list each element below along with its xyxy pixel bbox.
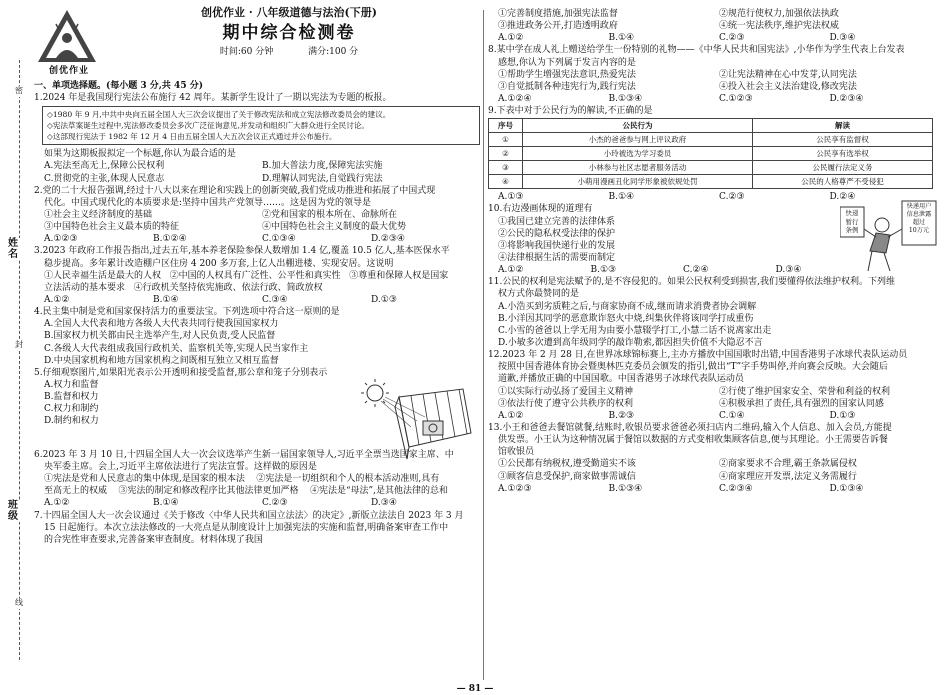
- q6-item: ③宪法的制定和修改程序比其他法律更加严格: [118, 486, 299, 497]
- question-13: [488, 422, 940, 495]
- q2-options-row: [34, 233, 480, 245]
- q6-items-line: [34, 473, 480, 485]
- q11-option-b[interactable]: B.小洋因其同学的恶意欺诈怒火中烧,纠集伙伴将该同学打成重伤: [498, 313, 754, 324]
- q3-option-a[interactable]: A.①②: [44, 294, 70, 305]
- q2-option-b[interactable]: B.①②④: [153, 234, 187, 245]
- q6-stem: 6.2023 年 3 月 10 日,十四届全国人大一次会议选举产生新一届国家领导人,习近平全票当选国家主席、中: [34, 449, 454, 460]
- q7-stem: 15 日起施行。本次立法法修改的一大亮点是从制度设计上加强宪法的实施和监督,明确备案审查工作中: [44, 522, 449, 533]
- q12-item: ①以实际行动弘扬了爱国主义精神: [498, 386, 634, 397]
- q13-option-d[interactable]: D.①③④: [829, 483, 864, 494]
- q9-stem: 9.下表中对于公民行为的解读,不正确的是: [488, 106, 653, 117]
- q3-options-row: [34, 294, 480, 306]
- q7-item: ②规范行使权力,加强依法执政: [719, 9, 839, 19]
- q5-option-d[interactable]: D.制约和权力: [44, 416, 99, 427]
- q7-item: ③推进政务公开,打造透明政府: [498, 21, 618, 32]
- q13-item: ③顾客信息受保护,商家做事需诚信: [498, 471, 636, 482]
- q10-option-d[interactable]: D.③④: [775, 265, 802, 276]
- q9-header-cell: 序号: [489, 119, 523, 133]
- question-7-continued: [488, 8, 940, 44]
- binding-margin: [0, 0, 32, 695]
- q12-option-a[interactable]: A.①②: [498, 410, 524, 421]
- question-9: [488, 105, 940, 203]
- q7-stem: 7.十四届全国人大一次会议通过《关于修改〈中华人民共和国立法法〉的决定》,新版立法法自 2023 年 3 月: [34, 510, 464, 521]
- q9-cell: 小萌用漫画丑化同学形象被依规处罚: [523, 175, 753, 189]
- q3-items-line: [34, 282, 480, 294]
- q9-cell: 公民的人格尊严不受侵犯: [753, 175, 933, 189]
- q7-items-row: [488, 20, 940, 32]
- cartoon-text: 10万元: [908, 226, 930, 234]
- q9-cell: 小林参与社区志愿者服务活动: [523, 161, 753, 175]
- q9-cell: ③: [489, 161, 523, 175]
- q8-stem: 感想,你认为下列属于发言内容的是: [498, 57, 636, 68]
- section-heading: 一、单项选择题。(每小题 3 分,共 45 分): [34, 81, 203, 91]
- q3-option-b[interactable]: B.①④: [153, 294, 179, 305]
- seal-mark-feng: 封: [15, 340, 23, 349]
- question-5: [34, 367, 480, 449]
- q3-stem: 稳步提高。多年累计改造棚户区住房 4 200 多万套,上亿人出棚进楼、实现安居。这说明: [44, 258, 394, 269]
- q1-stem: 1.2024 年是我国现行宪法公布施行 42 周年。某新学生设计了一期以宪法为专题的板报。: [34, 93, 392, 104]
- q2-stem: 2.党的二十大报告强调,经过十八大以来在理论和实践上的创新突破,我们党成功推进和拓展了中国式现: [34, 185, 436, 196]
- q3-item: 立法活动的基本要求: [44, 282, 126, 293]
- q9-option-c[interactable]: C.②③: [719, 192, 745, 203]
- q8-item: ④投入社会主义法治建设,修改宪法: [719, 81, 857, 92]
- q6-items-line: [34, 485, 480, 497]
- question-11: [488, 276, 940, 349]
- q10-option-b[interactable]: B.①③: [590, 265, 617, 276]
- publisher-logo: [36, 8, 98, 74]
- q11-option-c[interactable]: C.小雪的爸爸以上学无用为由要小慧辍学打工,小慧二话不说离家出走: [498, 325, 772, 336]
- q13-option-a[interactable]: A.①②③: [498, 483, 532, 494]
- q13-items-row: [488, 471, 940, 483]
- q8-items-row: [488, 69, 940, 81]
- q6-stem: 央军委主席。会上,习近平主席依法进行了宪法宣誓。这样做的原因是: [44, 461, 317, 472]
- q13-item: ④商家理应开发票,法定义务需履行: [719, 471, 857, 482]
- table-row: [489, 175, 933, 189]
- q5-option-b[interactable]: B.监督和权力: [44, 392, 99, 403]
- q8-option-b[interactable]: B.①③④: [608, 93, 643, 104]
- name-label: 姓名: [8, 238, 18, 260]
- time-limit: 时间:60 分钟: [219, 47, 274, 57]
- q7-options-row: [488, 32, 940, 44]
- q1-question: 如果为这期板报拟定一个标题,你认为最合适的是: [44, 149, 236, 160]
- q3-option-d[interactable]: D.①③: [371, 294, 397, 305]
- q11-stem: 11.公民的权利是宪法赋予的,是不容侵犯的。如果公民权利受到损害,我们要懂得依法维护权利。下列维: [488, 277, 896, 288]
- q1-box-line: ◇这部现行宪法于 1982 年 12 月 4 日由五届全国人大五次会议正式通过并公布施行。: [47, 132, 337, 142]
- q9-cell: 小玲被选为学习委员: [523, 147, 753, 161]
- q6-item: ④宪法是“母法”,是其他法律的总和: [309, 486, 449, 497]
- q9-table: [488, 118, 933, 189]
- q1-options-row: [34, 160, 480, 172]
- q10-item: ③将影响我国快递行业的发展: [498, 240, 616, 251]
- q5-option-c[interactable]: C.权力和制约: [44, 404, 99, 415]
- logo-text: 创优作业: [48, 66, 89, 76]
- question-10: [488, 203, 940, 276]
- q3-item: ④行政机关坚持依宪施政、依法行政、简政放权: [133, 282, 323, 293]
- q2-stem: 代化。中国式现代化的本质要求是:坚持中国共产党领导……。这是因为党的领导是: [44, 197, 372, 208]
- seal-mark-mi: 密: [15, 86, 23, 95]
- q1-option-d[interactable]: D.理解认同宪法,自觉践行宪法: [262, 173, 383, 184]
- question-3: [34, 245, 480, 306]
- q9-cell: 公民享有选举权: [753, 147, 933, 161]
- q9-table-header-row: [489, 119, 933, 133]
- q9-cell: ①: [489, 133, 523, 147]
- left-column: [34, 0, 480, 695]
- q3-item: ③尊重和保障人权是国家: [349, 270, 449, 281]
- q6-item: ②宪法是一切组织和个人的根本活动准则,具有: [256, 474, 440, 485]
- q9-option-a[interactable]: A.①③: [498, 192, 524, 203]
- column-divider: [483, 10, 484, 680]
- q4-option-b[interactable]: B.国家权力机关都由民主选举产生,对人民负责,受人民监督: [44, 331, 276, 342]
- q7-option-a[interactable]: A.①②: [498, 33, 524, 44]
- q1-option-b[interactable]: B.加大普法力度,保障宪法实施: [262, 161, 383, 172]
- q2-item: ②党和国家的根本所在、命脉所在: [262, 209, 398, 220]
- q2-option-d[interactable]: D.②③④: [371, 234, 405, 245]
- q12-stem: 道歉,并播放正确的中国国歌。中国香港男子冰球代表队运动员: [498, 374, 744, 385]
- cartoon-text: 条例: [845, 225, 859, 234]
- q8-item: ①帮助学生增强宪法意识,热爱宪法: [498, 69, 636, 80]
- cartoon-text: 快递用户信息泄露: [906, 203, 932, 219]
- q6-option-b[interactable]: B.①④: [153, 498, 179, 509]
- q10-stem: 10.右边漫画体现的道理有: [488, 204, 593, 215]
- question-7: [34, 510, 480, 546]
- question-8: [488, 44, 940, 105]
- q9-header-cell: 公民行为: [523, 119, 753, 133]
- q12-option-b[interactable]: B.②③: [608, 410, 635, 421]
- q4-stem: 4.民主集中制是党和国家保持活力的重要法宝。下列选项中符合这一原则的是: [34, 307, 340, 318]
- q10-option-a[interactable]: A.①②: [498, 265, 524, 276]
- q7-item: ①完善制度措施,加强宪法监督: [498, 9, 618, 19]
- q6-item: ①宪法是党和人民意志的集中体现,是国家的根本法: [44, 474, 245, 485]
- q12-option-d[interactable]: D.①③: [829, 410, 856, 421]
- q12-option-c[interactable]: C.①④: [719, 410, 745, 421]
- cartoon-text: 超过: [912, 218, 926, 226]
- q8-item: ③自觉抵制各种违宪行为,践行宪法: [498, 81, 636, 92]
- table-row: [489, 133, 933, 147]
- q2-option-a[interactable]: A.①②③: [44, 234, 78, 245]
- q13-stem: 13.小王和爸爸去餐馆就餐,结账时,收银员要求爸爸必须扫店内二维码,输入个人信息、加入会员,方能提: [488, 422, 892, 433]
- q9-cell: 小杰的爸爸参与网上评议政府: [523, 133, 753, 147]
- q12-stem: 12.2023 年 2 月 28 日,在世界冰球锦标赛上,主办方播放中国国歌时出错,中国香港男子冰球代表队运动员: [488, 350, 908, 361]
- q8-options-row: [488, 93, 940, 105]
- q1-option-c[interactable]: C.贯彻党的主张,体现人民意志: [44, 173, 165, 184]
- q7-item: ④统一宪法秩序,维护宪法权威: [719, 21, 839, 32]
- q3-option-c[interactable]: C.③④: [262, 294, 288, 305]
- question-12: [488, 349, 940, 422]
- q2-item: ③中国特色社会主义最本质的特征: [44, 222, 180, 233]
- q12-stem: 按照中国香港体育协会暨奥林匹克委员会颁发的指引,做出“T”字手势叫停,并向赛会反映。大会随后: [498, 362, 888, 373]
- q7-option-b[interactable]: B.①④: [608, 33, 635, 44]
- q8-option-d[interactable]: D.②③④: [829, 93, 864, 104]
- q12-item: ②行使了维护国家安全、荣誉和利益的权利: [719, 386, 891, 397]
- q3-item: ②中国的人权具有广泛性、公平性和真实性: [169, 270, 341, 281]
- q1-box-line: ◇1980 年 9 月,中共中央向五届全国人大三次会议提出了关于修改宪法和成立宪法修改委员会的建议。: [47, 110, 391, 120]
- class-label: 班级: [8, 500, 18, 522]
- q4-option-a[interactable]: A.全国人大代表和地方各级人大代表共同行使我国国家权力: [44, 319, 279, 330]
- q7-items-row: [488, 8, 940, 20]
- q13-stem: 供发票。小王认为这种情况属于餐馆以数据的方式变相收集顾客信息,便与其理论。小王需要告诉餐: [498, 435, 888, 446]
- right-column: [488, 0, 940, 695]
- q3-stem: 3.2023 年政府工作报告指出,过去五年,基本养老保险参保人数增加 1.4 亿,覆盖 10.5 亿人,基本医保水平: [34, 246, 450, 257]
- q3-item: ①人民幸福生活是最大的人权: [44, 270, 162, 281]
- q9-cell: ②: [489, 147, 523, 161]
- q8-item: ②让宪法精神在心中发芽,认同宪法: [719, 69, 857, 80]
- q9-option-b[interactable]: B.①④: [608, 192, 635, 203]
- q9-cell: ④: [489, 175, 523, 189]
- q5-option-a[interactable]: A.权力和监督: [44, 379, 99, 390]
- table-row: [489, 147, 933, 161]
- q7-stem: 的合宪性审查要求,完善备案审查制度。材料体现了我国: [44, 534, 263, 545]
- q10-item: ②公民的隐私权受法律的保护: [498, 228, 616, 239]
- q7-option-c[interactable]: C.②③: [719, 33, 745, 44]
- cut-line: [19, 60, 20, 660]
- q8-stem: 8.某中学在成人礼上赠送给学生一份特别的礼物——《中华人民共和国宪法》,小华作为学生代表上台发表: [488, 45, 905, 56]
- q2-option-c[interactable]: C.①③④: [262, 234, 296, 245]
- q10-cartoon: [840, 199, 938, 275]
- exam-meta: [164, 46, 414, 58]
- q13-item: ②商家要求不合理,霸王条款属侵权: [719, 459, 857, 470]
- seal-mark-xian: 线: [15, 598, 23, 607]
- q10-item: ④法律根据生活的需要而制定: [498, 252, 616, 263]
- q6-option-c[interactable]: C.②③: [262, 498, 288, 509]
- q8-items-row: [488, 81, 940, 93]
- q9-option-d[interactable]: D.②④: [829, 192, 856, 203]
- q12-item: ④积极承担了责任,具有强烈的国家认同感: [719, 398, 884, 409]
- question-4: [34, 306, 480, 367]
- q10-option-c[interactable]: C.②④: [683, 265, 709, 276]
- exam-title: 期中综合检测卷: [222, 23, 356, 43]
- q13-option-b[interactable]: B.①③④: [608, 483, 643, 494]
- q12-options-row: [488, 410, 940, 422]
- q9-cell: 公民享有监督权: [753, 133, 933, 147]
- q2-items-row: [34, 209, 480, 221]
- q6-option-a[interactable]: A.①②: [44, 498, 70, 509]
- q1-option-a[interactable]: A.宪法至高无上,保障公民权利: [44, 161, 165, 172]
- q8-option-a[interactable]: A.①②④: [498, 93, 532, 104]
- cartoon-text: 快递: [845, 209, 859, 218]
- q8-option-c[interactable]: C.①②③: [719, 93, 753, 104]
- q10-options-row: [488, 264, 868, 276]
- cartoon-text: 暂行: [845, 217, 859, 226]
- q6-option-d[interactable]: D.③④: [371, 498, 397, 509]
- q12-items-row: [488, 386, 940, 398]
- q6-options-row: [34, 497, 480, 509]
- q11-stem: 权方式你最赞同的是: [498, 289, 580, 300]
- q13-items-row: [488, 458, 940, 470]
- q5-cage-illustration: [359, 377, 477, 465]
- q2-item: ④中国特色社会主义制度的最大优势: [262, 222, 407, 233]
- page-number: — 81 —: [456, 684, 494, 694]
- question-1: [34, 92, 480, 185]
- q13-options-row: [488, 483, 940, 495]
- q5-stem: 5.仔细观察图片,如果阳光表示公开透明和接受监督,那公章和笼子分别表示: [34, 367, 328, 378]
- logo-triangle-icon: [36, 8, 98, 64]
- q1-board-box: [42, 106, 480, 145]
- q10-cartoon-board: [904, 203, 934, 234]
- q4-option-c[interactable]: C.各级人大代表组成我国行政机关、监察机关等,实现人民当家作主: [44, 343, 309, 354]
- q9-cell: 公民履行法定义务: [753, 161, 933, 175]
- question-2: [34, 185, 480, 246]
- q1-box-line: ◇宪法草案诞生过程中,宪法修改委员会多次广泛征询意见,并发动和组织广大群众进行全民讨论。: [47, 121, 370, 131]
- table-row: [489, 161, 933, 175]
- q2-items-row: [34, 221, 480, 233]
- q13-stem: 馆收银员: [498, 447, 535, 458]
- q2-item: ①社会主义经济制度的基础: [44, 209, 153, 220]
- full-score: 满分:100 分: [308, 47, 359, 57]
- q12-items-row: [488, 398, 940, 410]
- q7-option-d[interactable]: D.③④: [829, 33, 856, 44]
- q13-option-c[interactable]: C.②③④: [719, 483, 753, 494]
- right-content: [488, 8, 940, 495]
- q10-cartoon-sign: [841, 209, 863, 233]
- q6-item: 至高无上的权威: [44, 486, 108, 497]
- q11-option-a[interactable]: A.小浩买到劣质鞋之后,与商家协商不成,继而请求消费者协会调解: [498, 301, 757, 312]
- q13-item: ①公民都有纳税权,遵受勤道实不该: [498, 459, 636, 470]
- q11-option-d[interactable]: D.小敏多次遭到高年级同学的敲诈勒索,都因担失价值不大隐忍不言: [498, 337, 763, 348]
- series-title: 创优作业 · 八年级道德与法治(下册): [201, 6, 377, 19]
- q12-item: ③依法行使了遵守公共秩序的权利: [498, 398, 634, 409]
- q9-header-cell: 解读: [753, 119, 933, 133]
- q4-option-d[interactable]: D.中央国家机构和地方国家机构之间既相互独立又相互监督: [44, 355, 279, 366]
- left-content: [34, 80, 480, 546]
- q1-options-row: [34, 173, 480, 185]
- q10-item: ①我国已建立完善的法律体系: [498, 216, 616, 227]
- q3-items-line: [34, 270, 480, 282]
